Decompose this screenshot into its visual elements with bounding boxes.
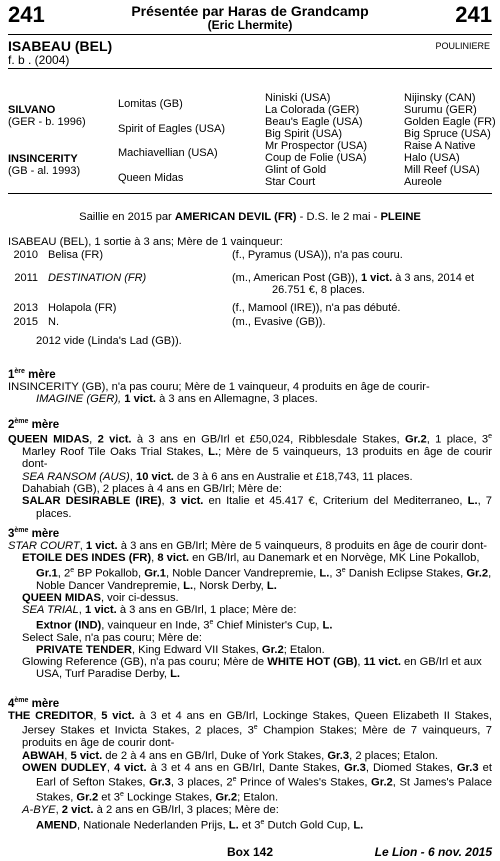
produce-name: Holapola (FR) (48, 301, 117, 314)
produce-intro: ISABEAU (BEL), 1 sortie à 3 ans; Mère de 1 vainqueur: (8, 236, 283, 248)
pedigree-gen3-2: La Colorada (GER) (265, 104, 360, 116)
sale-info: Le Lion - 6 nov. 2015 (374, 845, 492, 859)
third-dam-heading: 3ème mère (8, 527, 60, 540)
box-number: Box 142 (226, 845, 274, 859)
produce-year: 2013 (13, 301, 38, 314)
dam-name: INSINCERITY (8, 153, 78, 165)
produce-name: DESTINATION (FR) (48, 271, 147, 284)
pedigree-gen2-1: Lomitas (GB) (118, 98, 183, 110)
pedigree-gen2-4: Queen Midas (118, 172, 184, 184)
pedigree-gen2-3: Machiavellian (USA) (118, 147, 218, 159)
pedigree-gen4-5: Raise A Native (404, 140, 476, 152)
covering-prefix: Saillie en 2015 par (79, 211, 175, 223)
produce-wins: 1 vict. (360, 271, 393, 284)
horse-name: ISABEAU (BEL) (8, 38, 113, 54)
produce-earnings: 26.751 €, 8 places. (272, 284, 365, 296)
first-dam-text: INSINCERITY (GB), n'a pas couru; Mère de 1 vainqueur, 4 produits en âge de courir- IMAGINE (GER), 1 vict. à 3 ans en Allemagne, 3 places. (8, 381, 430, 406)
third-dam-text: STAR COURT, 1 vict. à 3 ans en GB/Irl; Mère de 5 vainqueurs, 8 produits en âge de courir dont- ETOILE DES INDES (FR), 8 vict. en GB/Irl, au Danemark et en Norvège, MK Line Pokallob, Gr.1, 2e BP Pokallob, Gr.1, Noble Dancer Vandrepremie, L., 3e Danish Eclipse Stakes, Gr.2, Noble Dancer Vandrepremie, L., Norsk Derby, L. QUEEN MIDAS, voir ci-dessus. SEA TRIAL, 1 vict. à 3 ans en GB/Irl, 1 place; Mère de: Extnor (IND), vainqueur en Inde, 3e Chief Minister's Cup, L. Select Sale, n'a pas couru; Mère de: PRIVATE TENDER, King Edward VII Stakes, Gr.2; Etalon. Glowing Reference (GB), n'a pas couru; Mère de WHITE HOT (GB), 11 vict. en GB/Irl et aux USA, Turf Paradise Derby, L. (8, 540, 492, 681)
consignor-title: Présentée par Haras de Grandcamp (131, 3, 369, 19)
pedigree-gen3-8: Star Court (265, 176, 316, 188)
pedigree-gen4-4: Big Spruce (USA) (404, 128, 491, 140)
pedigree-gen3-5: Mr Prospector (USA) (265, 140, 368, 152)
horse-details: f. b . (2004) (8, 53, 70, 67)
horse-category: POULINIERE (435, 41, 490, 51)
produce-row (8, 249, 492, 262)
sire-name: SILVANO (8, 104, 56, 116)
dam-info: (GB - al. 1993) (8, 165, 81, 177)
produce-name: N. (48, 316, 59, 328)
pedigree-gen2-2: Spirit of Eagles (USA) (118, 123, 225, 135)
produce-row (8, 316, 492, 329)
pedigree-gen3-4: Big Spirit (USA) (265, 128, 343, 140)
pedigree-bottom-rule (8, 193, 492, 194)
pedigree-top-rule (8, 68, 492, 69)
covering-result: PLEINE (380, 211, 421, 223)
produce-info: (m., Evasive (GB)). (232, 316, 326, 328)
lot-number-right: 241 (455, 2, 492, 27)
pedigree-gen3-6: Coup de Folie (USA) (265, 152, 367, 164)
second-dam-heading: 2ème mère (8, 418, 60, 431)
covering-line (0, 211, 500, 223)
header-rule (8, 34, 492, 35)
pedigree-gen4-6: Halo (USA) (404, 152, 460, 164)
covering-stallion: AMERICAN DEVIL (FR) (174, 211, 297, 223)
first-dam-heading: 1ère mère (8, 368, 56, 381)
produce-name: Belisa (FR) (48, 249, 104, 261)
fourth-dam-text: THE CREDITOR, 5 vict. à 3 et 4 ans en GB/Irl, Lockinge Stakes, Queen Elizabeth II Stakes, Jersey Stakes et Invicta Stakes, 2 places, 3e Champion Stakes; Mère de 7 vainqueurs, 7 produits en âge de courir dont- ABWAH, 5 vict. de 2 à 4 ans en GB/Irl, Duke of York Stakes, Gr.3, 2 places; Etalon. OWEN DUDLEY, 4 vict. à 3 et 4 ans en GB/Irl, Dante Stakes, Gr.3, Diomed Stakes, Gr.3 et Earl of Sefton Stakes, Gr.3, 3 places, 2e Prince of Wales's Stakes, Gr.2, St James's Palace Stakes, Gr.2 et 3e Lockinge Stakes, Gr.2; Etalon. A-BYE, 2 vict. à 2 ans en GB/Irl, 3 places; Mère de: AMEND, Nationale Nederlanden Prijs, L. et 3e Dutch Gold Cup, L. (8, 710, 493, 832)
pedigree-gen4-8: Aureole (404, 176, 442, 188)
consignor-name: (Eric Lhermite) (207, 18, 293, 32)
pedigree-gen4-3: Golden Eagle (FR) (404, 116, 496, 128)
lot-number-left: 241 (8, 2, 45, 27)
produce-info: (m., American Post (GB)), (232, 271, 361, 284)
produce-year: 2010 (13, 249, 38, 261)
pedigree-gen3-3: Beau's Eagle (USA) (265, 116, 363, 128)
produce-row (8, 302, 492, 315)
fourth-dam-heading: 4ème mère (8, 697, 60, 710)
covering-middle: - D.S. le 2 mai - (296, 211, 381, 223)
produce-table (8, 249, 492, 329)
produce-info: (f., Mamool (IRE)), n'a pas débuté. (232, 301, 401, 314)
produce-year: 2015 (13, 316, 38, 328)
pedigree-gen4-1: Nijinsky (CAN) (404, 92, 476, 104)
pedigree-gen4-2: Surumu (GER) (404, 104, 477, 116)
produce-info: (f., Pyramus (USA)), n'a pas couru. (232, 249, 403, 261)
produce-note: 2012 vide (Linda's Lad (GB)). (36, 335, 182, 347)
second-dam-text: QUEEN MIDAS, 2 vict. à 3 ans en GB/Irl et £50,024, Ribblesdale Stakes, Gr.2, 1 place, 3e Marley Roof Tile Oaks Trial Stakes, L.; Mère de 5 vainqueurs, 13 produits en âge de courir dont- SEA RANSOM (AUS), 10 vict. de 3 à 6 ans en Australie et £18,743, 11 places. Dahabiah (GB), 2 places à 4 ans en GB/Irl; Mère de: SALAR DESIRABLE (IRE), 3 vict. en Italie et 45.417 €, Criterium del Mediterraneo, L., 7 places. (8, 433, 492, 520)
produce-info-cont: à 3 ans, 2014 et (392, 271, 475, 284)
produce-year: 2011 (14, 271, 38, 284)
sire-info: (GER - b. 1996) (8, 116, 86, 128)
pedigree-gen3-7: Glint of Gold (265, 164, 327, 176)
pedigree-gen4-7: Mill Reef (USA) (404, 164, 480, 176)
produce-row (8, 272, 492, 297)
pedigree-gen3-1: Niniski (USA) (265, 92, 331, 104)
